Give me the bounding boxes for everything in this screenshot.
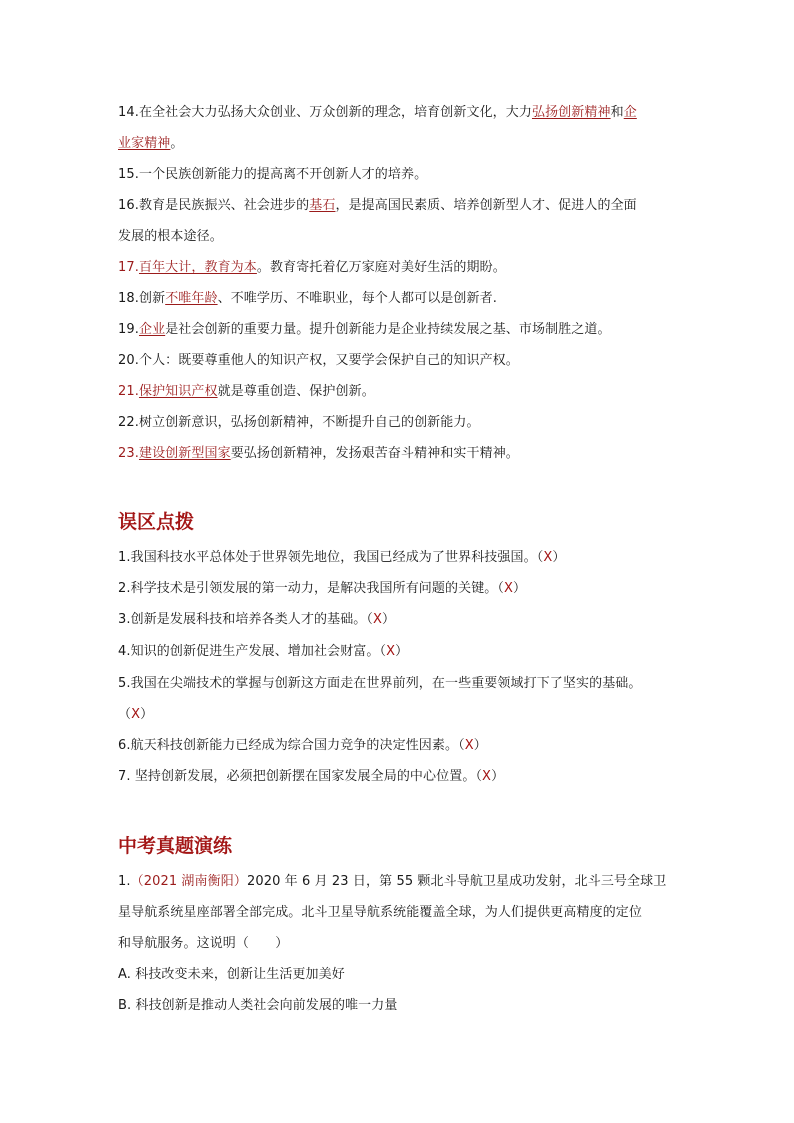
wrong-mark: X	[373, 612, 383, 627]
source-paren-open: （	[130, 874, 144, 889]
paren-close: ）	[395, 644, 409, 659]
wrong-mark: X	[504, 581, 514, 596]
point-14-key-term-2b: 业家精神	[118, 136, 171, 151]
point-23-text: 要弘扬创新精神，发扬艰苦奋斗精神和实干精神。	[230, 446, 519, 461]
point-21-num: 21.	[118, 384, 139, 399]
exam-question-1-line2: 星导航系统星座部署全部完成。北斗卫星导航系统能覆盖全球，为人们提供更高精度的定位	[118, 905, 643, 920]
point-19-text: 是社会创新的重要力量。提升创新能力是企业持续发展之基、市场制胜之道。	[165, 322, 611, 337]
wrong-mark: X	[482, 769, 492, 784]
point-14-text: 14.在全社会大力弘扬大众创业、万众创新的理念，培育创新文化，大力	[118, 105, 532, 120]
point-23-key-term: 建设创新型国家	[138, 446, 231, 461]
misconception-item-continued	[118, 706, 153, 724]
misconception-item	[118, 643, 408, 661]
paren-open: （	[366, 612, 374, 627]
point-17-num: 17.	[118, 260, 139, 275]
paren-open: （	[379, 644, 387, 659]
misconception-text: 6.航天科技创新能力已经成为综合国力竞争的决定性因素。	[118, 738, 459, 753]
point-17-text: 。教育寄托着亿万家庭对美好生活的期盼。	[256, 260, 506, 275]
point-16-line2: 发展的根本途径。	[118, 229, 223, 244]
point-18-text-2: 、不唯学历、不唯职业，每个人都可以是创新者.	[217, 291, 497, 306]
option-b: B. 科技创新是推动人类社会向前发展的唯一力量	[118, 998, 398, 1013]
point-19	[118, 321, 611, 339]
paren-close: ）	[513, 581, 527, 596]
point-21-text: 就是尊重创造、保护创新。	[217, 384, 375, 399]
paren-close: ）	[473, 738, 487, 753]
point-15: 15.一个民族创新能力的提高离不开创新人才的培养。	[118, 167, 428, 182]
point-19-num: 19.	[118, 322, 139, 337]
point-16	[118, 197, 637, 215]
point-18-text: 18.创新	[118, 291, 166, 306]
point-14	[118, 104, 637, 122]
option-a: A. 科技改变未来，创新让生活更加美好	[118, 967, 345, 982]
point-14-conj: 和	[610, 105, 624, 120]
paren-open: （	[458, 738, 465, 753]
misconceptions-heading: 误区点拨	[118, 511, 195, 533]
misconception-text: 3.创新是发展科技和培养各类人才的基础。	[118, 612, 367, 627]
misconception-item	[118, 611, 395, 629]
paren-close: ）	[491, 769, 505, 784]
misconception-text: 2.科学技术是引领发展的第一动力，是解决我国所有问题的关键。	[118, 581, 498, 596]
wrong-mark: X	[543, 550, 553, 565]
misconception-item	[118, 549, 565, 567]
point-23	[118, 445, 519, 463]
paren-open: （	[118, 707, 132, 722]
exam-question-1-line3: 和导航服务。这说明（ ）	[118, 936, 289, 951]
point-21-key-term: 保护知识产权	[138, 384, 218, 399]
point-14-line2	[118, 135, 184, 153]
wrong-mark: X	[386, 644, 396, 659]
misconception-item	[118, 675, 642, 693]
point-20: 20.个人：既要尊重他人的知识产权，又要学会保护自己的知识产权。	[118, 353, 519, 368]
exam-heading: 中考真题演练	[118, 835, 233, 857]
point-16-text: 16.教育是民族振兴、社会进步的	[118, 198, 310, 213]
question-text: 2020 年 6 月 23 日，第 55 颗北斗导航卫星成功发射，北斗三号全球卫	[246, 874, 667, 889]
point-18-key-term: 不唯年龄	[165, 291, 218, 306]
wrong-mark: X	[131, 707, 141, 722]
point-18	[118, 290, 497, 308]
paren-close: ）	[140, 707, 154, 722]
point-17	[118, 259, 506, 277]
misconception-item	[118, 768, 504, 786]
point-14-key-term: 弘扬创新精神	[531, 105, 611, 120]
wrong-mark: X	[464, 738, 474, 753]
paren-open: （	[497, 581, 505, 596]
misconception-text: 4.知识的创新促进生产发展、增加社会财富。	[118, 644, 380, 659]
point-19-key-term: 企业	[138, 322, 166, 337]
paren-close: ）	[382, 612, 396, 627]
source-paren-close: ）	[233, 874, 247, 889]
question-number: 1.	[118, 874, 131, 889]
point-22: 22.树立创新意识，弘扬创新精神，不断提升自己的创新能力。	[118, 415, 480, 430]
point-14-key-term-2a: 企	[623, 105, 637, 120]
paren-close: ）	[552, 550, 566, 565]
point-21	[118, 383, 375, 401]
misconception-item	[118, 580, 526, 598]
question-source: 2021 湖南衡阳	[143, 874, 234, 889]
point-14-end: 。	[170, 136, 184, 151]
paren-open: （	[475, 769, 483, 784]
misconception-text: 7. 坚持创新发展，必须把创新摆在国家发展全局的中心位置。	[118, 769, 476, 784]
point-23-num: 23.	[118, 446, 139, 461]
misconception-text: 5.我国在尖端技术的掌握与创新这方面走在世界前列，在一些重要领域打下了坚实的基础。	[118, 676, 642, 691]
paren-open: （	[536, 550, 544, 565]
point-16-text-2: ，是提高国民素质、培养创新型人才、促进人的全面	[335, 198, 637, 213]
point-16-key-term: 基石	[309, 198, 336, 213]
exam-question-1	[118, 873, 666, 891]
misconception-text: 1.我国科技水平总体处于世界领先地位，我国已经成为了世界科技强国。	[118, 550, 537, 565]
point-17-key-term: 百年大计，教育为本	[138, 260, 257, 275]
misconception-item	[118, 737, 487, 755]
